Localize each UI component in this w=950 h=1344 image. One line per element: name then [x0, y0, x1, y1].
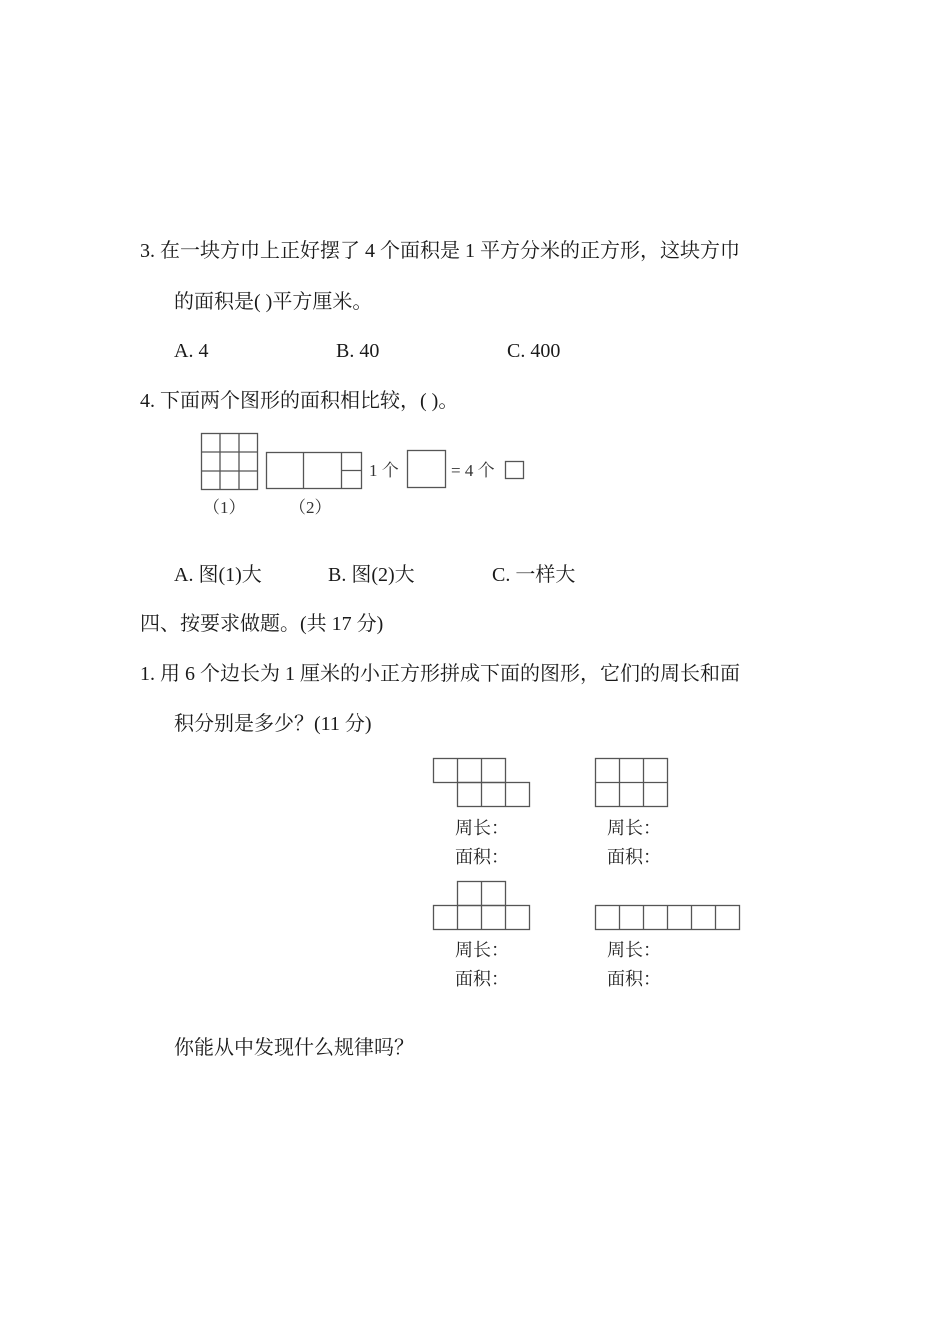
figure-2-strip — [266, 452, 363, 490]
small-square-icon — [505, 461, 525, 481]
shape-c-perimeter-label: 周长： — [455, 940, 509, 960]
q3-stem-line2: 的面积是( )平方厘米。 — [174, 291, 373, 313]
shape-d-perimeter-label: 周长： — [607, 940, 661, 960]
shape-a-grid — [433, 758, 531, 808]
shape-b-grid — [595, 758, 669, 808]
shape-d-grid — [595, 905, 741, 931]
q4-option-a[interactable]: A. 图(1)大 — [174, 564, 262, 586]
q4-stem: 4. 下面两个图形的面积相比较，( )。 — [140, 390, 459, 412]
shape-c-area-label: 面积： — [455, 969, 509, 989]
shape-a-area-label: 面积： — [455, 847, 509, 867]
hint-equals-text: = 4 个 — [451, 461, 495, 480]
p1-stem-line1: 1. 用 6 个边长为 1 厘米的小正方形拼成下面的图形，它们的周长和面 — [140, 663, 740, 685]
q4-option-c[interactable]: C. 一样大 — [492, 564, 576, 586]
q3-option-b[interactable]: B. 40 — [336, 340, 380, 362]
figure-1-grid — [201, 433, 259, 491]
figure-1-caption: （1） — [203, 498, 246, 517]
pattern-question: 你能从中发现什么规律吗？ — [174, 1037, 414, 1059]
q4-option-b[interactable]: B. 图(2)大 — [328, 564, 415, 586]
big-square-icon — [407, 450, 447, 490]
section-title: 四、按要求做题。(共 17 分) — [140, 613, 384, 635]
shape-c-grid — [433, 881, 531, 931]
figure-2-caption: （2） — [289, 498, 332, 517]
q3-stem-line1: 3. 在一块方巾上正好摆了 4 个面积是 1 平方分米的正方形，这块方巾 — [140, 240, 740, 262]
shape-a-perimeter-label: 周长： — [455, 818, 509, 838]
p1-stem-line2: 积分别是多少？(11 分) — [174, 713, 372, 735]
shape-b-perimeter-label: 周长： — [607, 818, 661, 838]
shape-b-area-label: 面积： — [607, 847, 661, 867]
hint-one-text: 1 个 — [369, 461, 399, 480]
q3-option-c[interactable]: C. 400 — [507, 340, 561, 362]
q3-option-a[interactable]: A. 4 — [174, 340, 209, 362]
shape-d-area-label: 面积： — [607, 969, 661, 989]
